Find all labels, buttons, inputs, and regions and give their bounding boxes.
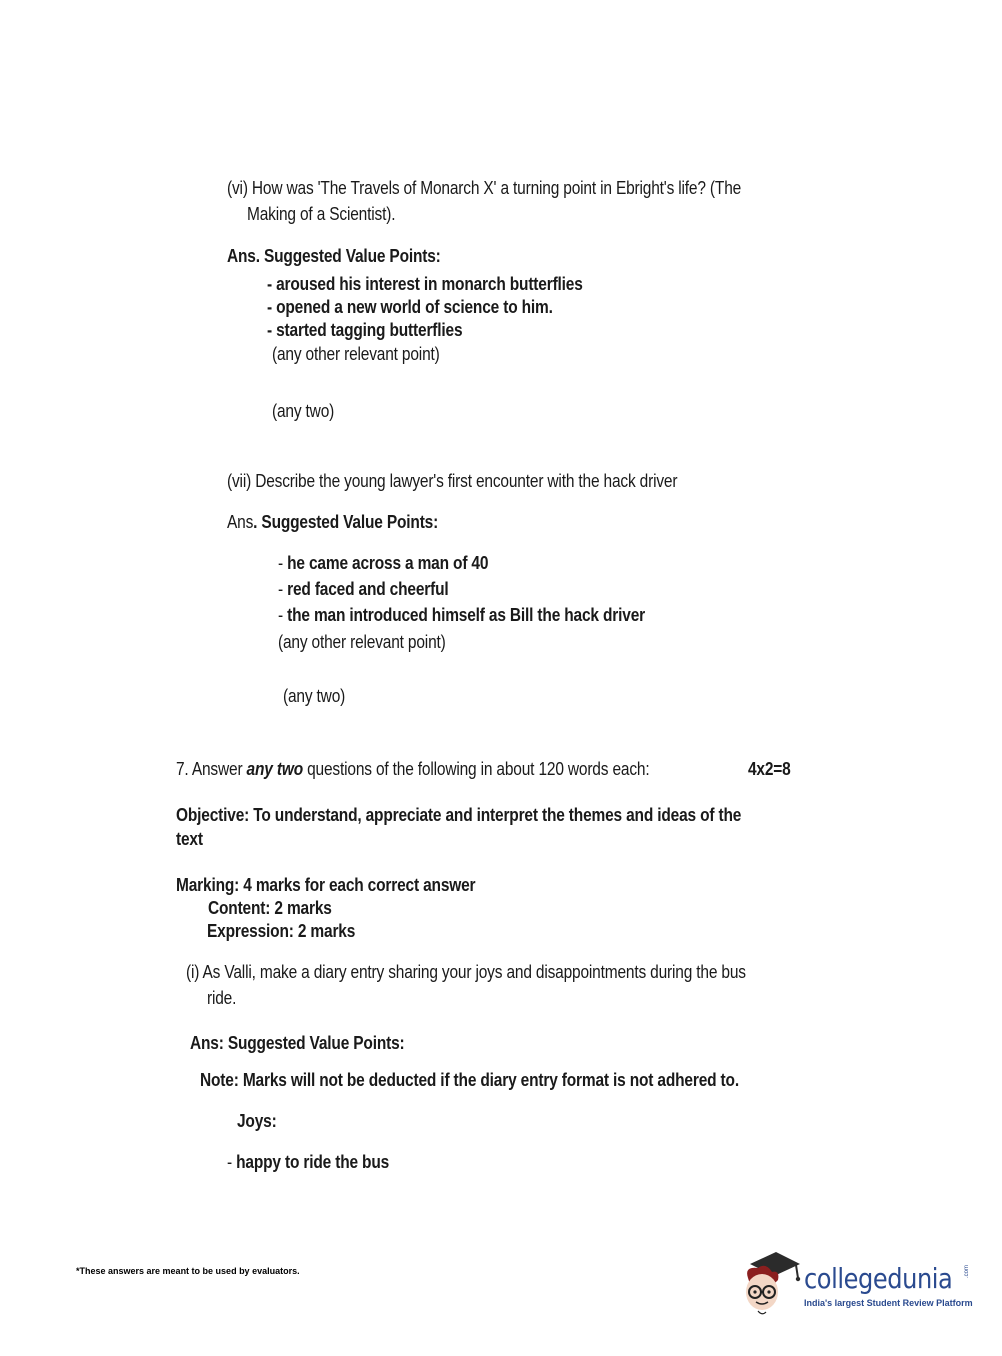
answer-prefix: Ans (227, 246, 256, 266)
question-vi-line1: (vi) How was 'The Travels of Monarch X' a turning point in Ebright's life? (The (227, 178, 742, 198)
mascot-icon (740, 1248, 802, 1320)
answer-vi-any-two: (any two) (272, 401, 335, 421)
point-text: red faced and cheerful (287, 579, 449, 599)
instruction-emphasis: any two (246, 759, 303, 779)
answer-vi-point: - aroused his interest in monarch butterflies (267, 274, 583, 294)
brand-name: collegedunia (804, 1262, 953, 1295)
answer-vii-point (278, 577, 449, 601)
joys-heading: Joys: (237, 1111, 277, 1131)
answer-vi-point: - opened a new world of science to him. (267, 297, 553, 317)
collegedunia-logo (740, 1248, 980, 1320)
footer-note: *These answers are meant to be used by evaluators. (76, 1266, 300, 1276)
answer-7-i-note: Note: Marks will not be deducted if the diary entry format is not adhered to. (200, 1070, 739, 1090)
marking-content: Content: 2 marks (208, 898, 332, 918)
answer-vii-point (278, 603, 645, 627)
dash: - (278, 579, 288, 599)
question-7-marks: 4x2=8 (748, 759, 791, 779)
joys-point (227, 1150, 389, 1174)
question-7-i-line1: (i) As Valli, make a diary entry sharing your joys and disappointments during the bus (186, 962, 746, 982)
question-vi-line2: Making of a Scientist). (247, 204, 396, 224)
question-vii-line1: (vii) Describe the young lawyer's first encounter with the hack driver (227, 471, 678, 491)
answer-vii-point (278, 551, 488, 575)
answer-vii-any-two: (any two) (283, 686, 346, 706)
point-text: happy to ride the bus (236, 1152, 390, 1172)
answer-vi-other: (any other relevant point) (272, 344, 440, 364)
instruction-prefix: 7. Answer (176, 759, 247, 779)
answer-label: . Suggested Value Points: (255, 246, 441, 266)
dash: - (278, 605, 288, 625)
answer-prefix: Ans (227, 512, 254, 532)
question-7-i-line2: ride. (207, 988, 237, 1008)
point-text: he came across a man of 40 (287, 553, 489, 573)
objective-line2: text (176, 829, 203, 849)
instruction-suffix: questions of the following in about 120 words each: (302, 759, 650, 779)
dash: - (227, 1152, 237, 1172)
dash: - (278, 553, 288, 573)
brand-dotcom: .com (964, 1264, 970, 1278)
answer-7-i-heading: Ans: Suggested Value Points: (190, 1033, 405, 1053)
brand-tagline: India's largest Student Review Platform (804, 1298, 973, 1308)
marking-expression: Expression: 2 marks (207, 921, 356, 941)
point-text: the man introduced himself as Bill the hack driver (287, 605, 645, 625)
answer-vi-heading (227, 244, 441, 268)
answer-vi-point: - started tagging butterflies (267, 320, 463, 340)
marking-line: Marking: 4 marks for each correct answer (176, 875, 476, 895)
question-7-instruction (176, 757, 649, 781)
answer-label: . Suggested Value Points: (253, 512, 439, 532)
objective-line1: Objective: To understand, appreciate and interpret the themes and ideas of the (176, 805, 742, 825)
answer-vii-other: (any other relevant point) (278, 632, 446, 652)
answer-vii-heading (227, 510, 438, 534)
